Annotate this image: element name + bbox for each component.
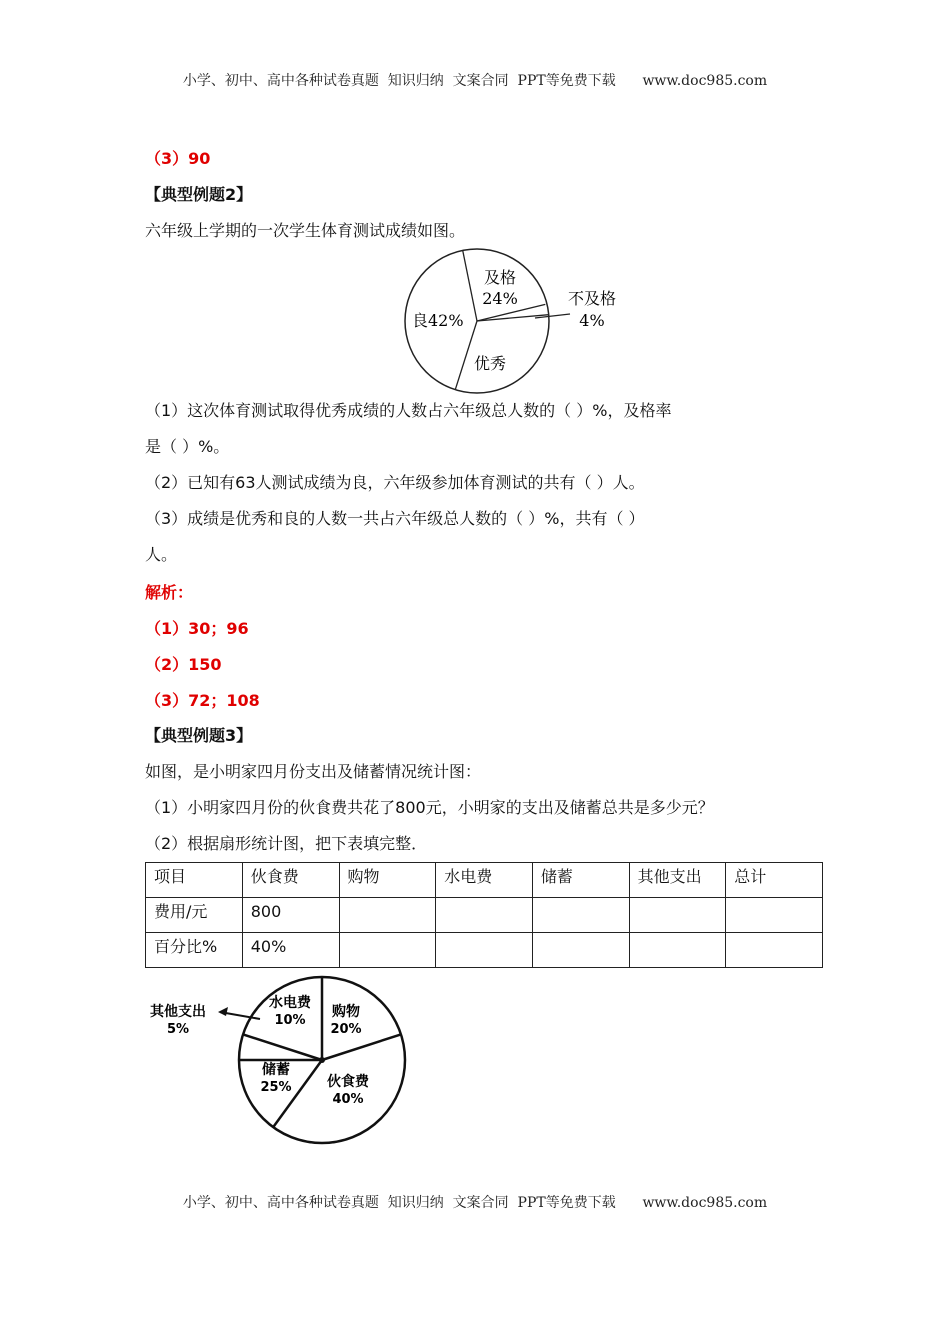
table-cell [726, 898, 823, 933]
example2-question3a: （3）成绩是优秀和良的人数一共占六年级总人数的（ ）%，共有（ ） [145, 509, 645, 528]
table-cell [436, 898, 533, 933]
table-cell [339, 933, 436, 968]
expense-pie-chart [140, 975, 420, 1150]
table-cell [532, 933, 629, 968]
pie2-label-shopping: 购物 [332, 1004, 360, 1020]
analysis-answer2: （2）150 [145, 655, 222, 674]
example2-title: 【典型例题2】 [145, 185, 253, 204]
table-row [146, 933, 823, 968]
pie1-divider-good-pass [463, 250, 477, 321]
analysis-answer1: （1）30；96 [145, 619, 249, 638]
pie2-other-arrowhead [218, 1007, 228, 1016]
pie2-value-shopping: 20% [330, 1022, 362, 1037]
page-header: 小学、初中、高中各种试卷真题 知识归纳 文案合同 PPT等免费下载 www.doc985.com [182, 73, 768, 89]
table-cell [629, 898, 726, 933]
table-cell [629, 933, 726, 968]
example3-question1: （1）小明家四月份的伙食费共花了800元，小明家的支出及储蓄总共是多少元？ [145, 798, 714, 817]
pie1-value-fail: 4% [579, 311, 605, 330]
example3-intro: 如图，是小明家四月份支出及储蓄情况统计图： [145, 762, 482, 781]
sports-test-pie-chart [400, 248, 640, 398]
table-header-cell: 水电费 [436, 863, 533, 898]
pie2-value-utilities: 10% [274, 1013, 306, 1028]
pie2-center-dot [319, 1057, 325, 1063]
table-cell: 800 [242, 898, 339, 933]
table-header-cell: 购物 [339, 863, 436, 898]
pie2-divider-utilities [243, 1034, 322, 1060]
pie1-label-pass: 及格 [483, 268, 517, 287]
table-cell [726, 933, 823, 968]
table-header-cell: 储蓄 [532, 863, 629, 898]
table-cell: 40% [242, 933, 339, 968]
analysis-answer3: （3）72；108 [145, 691, 260, 710]
pie1-value-pass: 24% [482, 289, 518, 308]
example2-question3b: 人。 [145, 545, 178, 564]
table-cell [532, 898, 629, 933]
example2-question2: （2）已知有63人测试成绩为良，六年级参加体育测试的共有（ ）人。 [145, 473, 645, 492]
table-cell [436, 933, 533, 968]
previous-answer: （3）90 [145, 149, 211, 168]
table-cell: 费用/元 [146, 898, 243, 933]
example2-intro: 六年级上学期的一次学生体育测试成绩如图。 [145, 221, 466, 240]
example3-question2: （2）根据扇形统计图，把下表填完整． [145, 834, 428, 853]
table-row [146, 898, 823, 933]
table-header-cell: 其他支出 [629, 863, 726, 898]
pie2-label-other: 其他支出 [150, 1004, 206, 1020]
pie2-label-utilities: 水电费 [269, 995, 311, 1011]
pie1-label-excellent: 优秀 [473, 354, 507, 373]
pie2-label-savings: 储蓄 [262, 1062, 290, 1078]
pie1-label-fail: 不及格 [567, 289, 617, 308]
analysis-title: 解析： [145, 583, 194, 602]
pie1-value-good: 42% [428, 311, 464, 330]
pie2-value-other: 5% [166, 1022, 190, 1037]
pie2-divider-food [322, 1034, 401, 1060]
pie2-value-food: 40% [332, 1092, 364, 1107]
pie1-label-good: 良 [412, 311, 429, 330]
pie2-value-savings: 25% [260, 1080, 292, 1095]
pie2-label-food: 伙食费 [327, 1074, 369, 1090]
expense-table [145, 862, 823, 968]
example2-question1b: 是（ ）%。 [145, 437, 230, 456]
table-cell [339, 898, 436, 933]
table-header-cell: 伙食费 [242, 863, 339, 898]
table-cell: 百分比% [146, 933, 243, 968]
example2-question1a: （1）这次体育测试取得优秀成绩的人数占六年级总人数的（ ）%，及格率 [145, 401, 672, 420]
example3-title: 【典型例题3】 [145, 726, 253, 745]
table-header-cell: 项目 [146, 863, 243, 898]
table-header-row [146, 863, 823, 898]
table-header-cell: 总计 [726, 863, 823, 898]
page-footer: 小学、初中、高中各种试卷真题 知识归纳 文案合同 PPT等免费下载 www.doc985.com [182, 1195, 768, 1211]
